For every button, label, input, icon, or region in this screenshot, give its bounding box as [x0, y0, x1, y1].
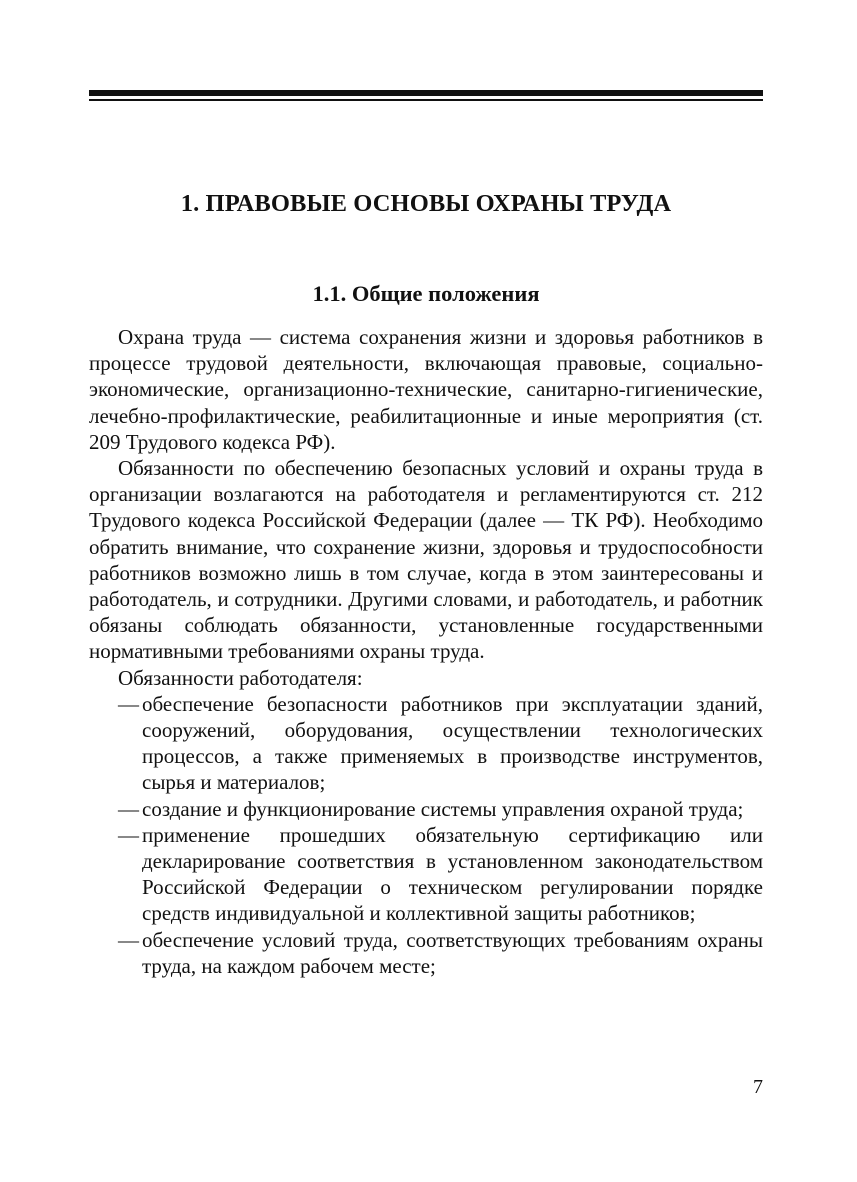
list-item [89, 796, 763, 822]
page-number: 7 [753, 1076, 763, 1098]
paragraph-obligations: Обязанности по обеспечению безопасных условий и охраны труда в организации возлагаются на работодателя и регламентируются ст. 212 Трудового кодекса Российской Федерации (далее — ТК РФ). Необходимо обратить внимание, что сохранение жизни, здоровья и трудоспособности работников возможно лишь в том случае, когда в этом заинтересованы и работодатель, и сотрудники. Другими словами, и работодатель, и работник обязаны соблюдать обязанности, установленные государственными нормативными требованиями охраны труда. [89, 456, 763, 664]
header-rule-thick [89, 90, 763, 96]
list-item-text: обеспечение условий труда, соответствующих требованиям охраны труда, на каждом рабочем месте; [142, 927, 763, 978]
dash-bullet: — [118, 822, 139, 847]
body-text [89, 324, 763, 979]
dash-bullet: — [118, 691, 139, 716]
list-item [89, 822, 763, 927]
list-intro: Обязанности работодателя: [118, 665, 363, 690]
list-item [89, 691, 763, 796]
list-item-text: создание и функционирование системы управления охраной труда; [142, 796, 744, 821]
header-rule-thin [89, 99, 763, 101]
list-item-text: обеспечение безопасности работников при эксплуатации зданий, сооружений, оборудования, осуществлении технологических процессов, а также применяемых в производстве инструментов, сырья и материалов; [142, 691, 763, 795]
section-title: 1.1. Общие положения [312, 281, 540, 306]
chapter-title: 1. ПРАВОВЫЕ ОСНОВЫ ОХРАНЫ ТРУДА [180, 190, 672, 217]
dash-bullet: — [118, 796, 139, 821]
employer-duties-list [89, 691, 763, 979]
dash-bullet: — [118, 927, 139, 952]
list-item [89, 927, 763, 979]
list-item-text: применение прошедших обязательную сертификацию или декларирование соответствия в установленном законодательством Российской Федерации о техническом регулировании порядке средств индивидуальной и коллективной защиты работников; [142, 822, 763, 926]
paragraph-definition: Охрана труда — система сохранения жизни и здоровья работников в процессе трудовой деятельности, включающая правовые, социально-экономические, организационно-технические, санитарно-гигиенические, лечебно-профилактические, реабилитационные и иные мероприятия (ст. 209 Трудового кодекса РФ). [89, 325, 763, 454]
